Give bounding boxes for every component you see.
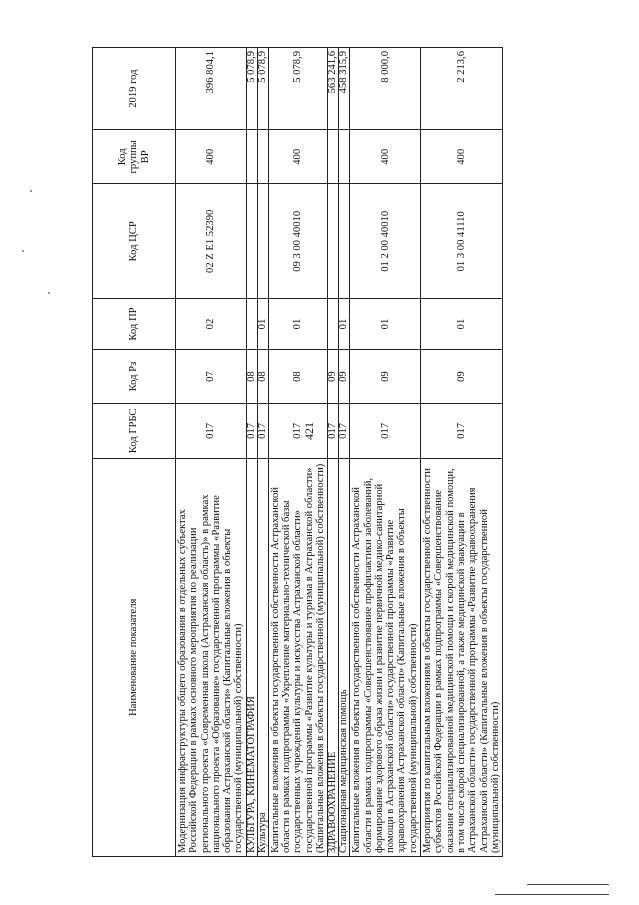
budget-table-rotated bbox=[92, 47, 501, 857]
table-row bbox=[328, 48, 339, 857]
budget-table bbox=[92, 47, 503, 857]
cell-pr: 01 bbox=[268, 299, 327, 350]
cell-name: Стационарная медицинская помощь bbox=[339, 458, 350, 856]
header-name: Наименование показателя bbox=[93, 458, 176, 856]
cell-grbs: 017 bbox=[257, 404, 268, 458]
cell-rz: 09 bbox=[339, 349, 350, 403]
cell-vr: 400 bbox=[350, 130, 421, 184]
cell-rz: 08 bbox=[246, 349, 257, 403]
cell-csr bbox=[246, 184, 257, 299]
page-number: 421 bbox=[302, 422, 316, 440]
table-row bbox=[176, 48, 247, 857]
cell-value: 396 804,1 bbox=[176, 48, 247, 130]
cell-csr bbox=[328, 184, 339, 299]
cell-rz: 09 bbox=[328, 349, 339, 403]
header-rz: Код Рз bbox=[93, 349, 176, 403]
table-row bbox=[257, 48, 268, 857]
scan-dot bbox=[48, 292, 50, 294]
header-vr: Код группы ВР bbox=[93, 130, 176, 184]
cell-name: Модернизация инфраструктуры общего образования в отдельных субъектах Российской Федерации в рамках основного мероприятия по реализации регионального проекта «Современная школа (Астраханская область)» в рамках национального проекта «Образование» государственной программы «Развитие образования Астраханской области» (Капитальные вложения в объекты государственной (муниципальной) собственности) bbox=[176, 458, 247, 856]
scan-line bbox=[527, 884, 609, 885]
cell-csr: 09 3 00 40010 bbox=[268, 184, 327, 299]
cell-grbs: 017 bbox=[421, 404, 503, 458]
cell-grbs: 017 bbox=[339, 404, 350, 458]
cell-name: КУЛЬТУРА, КИНЕМАТОГРАФИЯ bbox=[246, 458, 257, 856]
table-row bbox=[246, 48, 257, 857]
cell-name: ЗДРАВООХРАНЕНИЕ bbox=[328, 458, 339, 856]
cell-vr bbox=[328, 130, 339, 184]
cell-csr: 01 2 00 40010 bbox=[350, 184, 421, 299]
table-header-row bbox=[93, 48, 176, 857]
cell-value: 5 078,9 bbox=[257, 48, 268, 130]
cell-csr bbox=[339, 184, 350, 299]
cell-csr: 02 Z E1 52390 bbox=[176, 184, 247, 299]
cell-rz: 07 bbox=[176, 349, 247, 403]
cell-grbs: 017 bbox=[350, 404, 421, 458]
cell-value: 2 213,6 bbox=[421, 48, 503, 130]
cell-value: 5 078,9 bbox=[246, 48, 257, 130]
scan-dot bbox=[22, 250, 24, 252]
table-row bbox=[268, 48, 327, 857]
cell-grbs: 017 bbox=[328, 404, 339, 458]
cell-pr: 01 bbox=[257, 299, 268, 350]
cell-csr bbox=[257, 184, 268, 299]
table-row bbox=[350, 48, 421, 857]
cell-value: 563 241,6 bbox=[328, 48, 339, 130]
cell-name: Культура bbox=[257, 458, 268, 856]
cell-rz: 08 bbox=[268, 349, 327, 403]
cell-pr bbox=[246, 299, 257, 350]
cell-vr: 400 bbox=[268, 130, 327, 184]
cell-name: Капитальные вложения в объекты государственной собственности Астраханской области в рамках подпрограммы «Укрепление материально-технической базы государственных учреждений культуры и искусства Астраханской области» государственной программы «Развитие культуры и туризма в Астраханской области» (Капитальные вложения в объекты государственной (муниципальной) собственности) bbox=[268, 458, 327, 856]
header-pr: Код ПР bbox=[93, 299, 176, 350]
cell-pr: 01 bbox=[339, 299, 350, 350]
cell-grbs: 017 bbox=[246, 404, 257, 458]
header-csr: Код ЦСР bbox=[93, 184, 176, 299]
cell-csr: 01 3 00 41110 bbox=[421, 184, 503, 299]
cell-vr bbox=[339, 130, 350, 184]
cell-value: 5 078,9 bbox=[268, 48, 327, 130]
cell-value: 8 000,0 bbox=[350, 48, 421, 130]
cell-grbs: 017 bbox=[268, 404, 327, 458]
cell-vr bbox=[246, 130, 257, 184]
cell-grbs: 017 bbox=[176, 404, 247, 458]
header-grbs: Код ГРБС bbox=[93, 404, 176, 458]
cell-vr: 400 bbox=[176, 130, 247, 184]
cell-rz: 09 bbox=[421, 349, 503, 403]
cell-name: Капитальные вложения в объекты государственной собственности Астраханской области в рамках подпрограммы «Совершенствование профилактики заболеваний, формирование здорового образа жизни и развитие первичной медико-санитарной помощи в Астраханской области» государственной программы «Развитие здравоохранения Астраханской области» (Капитальные вложения в объекты государственной (муниципальной) собственности) bbox=[350, 458, 421, 856]
cell-pr: 01 bbox=[421, 299, 503, 350]
cell-pr bbox=[328, 299, 339, 350]
cell-pr: 02 bbox=[176, 299, 247, 350]
cell-name: Мероприятия по капитальным вложениям в объекты государственной собственности субъектов Российской Федерации в рамках подпрограммы «Совершенствование оказания специализированной медицинской помощи и скорой медицинской помощи, в том числе скорой специализированной, а также медицинской эвакуации в Астраханской области» государственной программы «Развитие здравоохранения Астраханской области» (Капитальные вложения в объекты государственной (муниципальной) собственности) bbox=[421, 458, 503, 856]
header-year: 2019 год bbox=[93, 48, 176, 130]
cell-value: 458 315,9 bbox=[339, 48, 350, 130]
cell-rz: 09 bbox=[350, 349, 421, 403]
cell-vr bbox=[257, 130, 268, 184]
cell-rz: 08 bbox=[257, 349, 268, 403]
cell-vr: 400 bbox=[421, 130, 503, 184]
table-row bbox=[339, 48, 350, 857]
cell-pr: 01 bbox=[350, 299, 421, 350]
scan-line bbox=[495, 894, 609, 895]
scan-dot bbox=[30, 190, 32, 192]
table-row bbox=[421, 48, 503, 857]
